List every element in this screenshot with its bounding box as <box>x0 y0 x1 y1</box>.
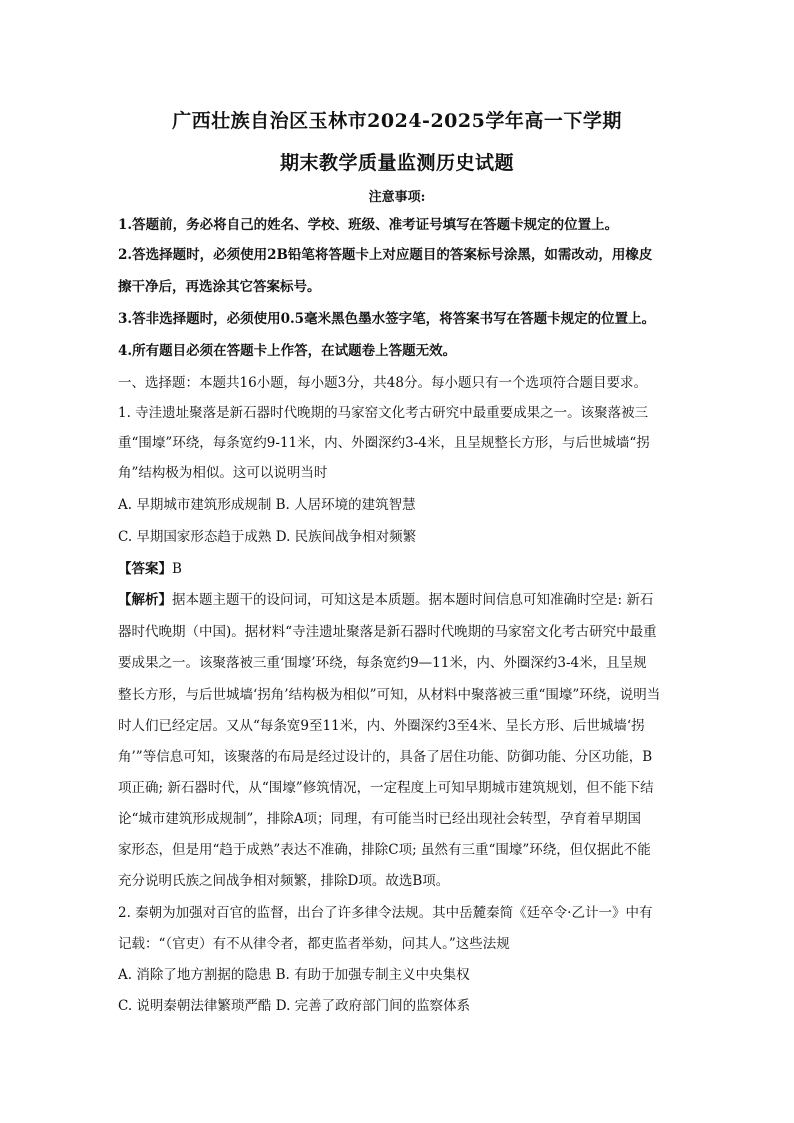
q1-answer <box>118 559 688 579</box>
section-heading: 一、选择题：本题共16小题，每小题3分，共48分。每小题只有一个选项符合题目要求。 <box>118 375 647 391</box>
q2-options-line2: C. 说明秦朝法律繁琐严酷 D. 完善了政府部门间的监察体系 <box>118 998 471 1014</box>
analysis-text: 据本题主题干的设问词，可知这是本质题。据本题时间信息可知准确时空是: 新石 <box>172 592 654 608</box>
notice-item-2: 2.答选择题时，必须使用2B铅笔将答题卡上对应题目的答案标号涂黑，如需改动，用橡皮 <box>118 247 653 263</box>
notice-item-3: 3.答非选择题时，必须使用0.5毫米黑色墨水签字笔，将答案书写在答题卡规定的位置上。 <box>118 311 656 327</box>
answer-value: B <box>172 561 182 577</box>
q2-options-line1: A. 消除了地方割据的隐患 B. 有助于加强专制主义中央集权 <box>118 967 470 983</box>
q2-stem-line1: 2. 秦朝为加强对百官的监督，出台了许多律令法规。其中岳麓秦简《廷卒令·乙计一》中有 <box>118 905 653 921</box>
analysis-label: 【解析】 <box>118 592 172 608</box>
q1-analysis-line4: 整长方形，与后世城墙‘拐角’结构极为相似”可知，从材料中聚落被三重“围壕”环绕，说明当 <box>118 687 661 703</box>
q2-stem-line2: 记载：“（官吏）有不从律令者，都吏监者举劾，问其人。”这些法规 <box>118 936 510 952</box>
q1-analysis-line6: 角’”等信息可知，该聚落的布局是经过设计的，具备了居住功能、防御功能、分区功能，B <box>118 749 653 765</box>
q1-analysis-line7: 项正确; 新石器时代，从“围壕”修筑情况，一定程度上可知早期城市建筑规划，但不能下结 <box>118 780 654 796</box>
notice-item-4: 4.所有题目必须在答题卡上作答，在试题卷上答题无效。 <box>118 343 457 359</box>
q1-options-line1: A. 早期城市建筑形成规制 B. 人居环境的建筑智慧 <box>118 497 416 513</box>
q1-stem-line2: 重“围壕”环绕，每条宽约9-11米，内、外圈深约3-4米，且呈规整长方形，与后世城墙“拐 <box>118 435 650 451</box>
q1-analysis-line2: 器时代晚期（中国)。据材料“寺洼遗址聚落是新石器时代晚期的马家窑文化考古研究中最重 <box>118 624 657 640</box>
q1-analysis-line9: 家形态，但是用“趋于成熟”表达不准确，排除C项; 虽然有三重“围壕”环绕，但仅据此不能 <box>118 842 651 858</box>
q1-analysis-line1 <box>118 590 688 610</box>
q1-analysis-line8: 论“城市建筑形成规制”，排除A项；同理，有可能当时已经出现社会转型，孕育着早期国 <box>118 811 642 827</box>
q1-options-line2: C. 早期国家形态趋于成熟 D. 民族间战争相对频繁 <box>118 529 417 545</box>
notice-heading: 注意事项: <box>368 190 426 205</box>
q1-analysis-line10: 充分说明氏族之间战争相对频繁，排除D项。故选B项。 <box>118 873 450 889</box>
q1-analysis-line5: 时人们已经定居。又从“每条宽9至11米，内、外圈深约3至4米、呈长方形、后世城墙‘拐 <box>118 718 645 734</box>
q1-stem-line3: 角”结构极为相似。这可以说明当时 <box>118 465 328 481</box>
notice-item-2-cont: 擦干净后，再选涂其它答案标号。 <box>118 279 321 295</box>
q1-stem-line1: 1. 寺洼遗址聚落是新石器时代晚期的马家窑文化考古研究中最重要成果之一。该聚落被三 <box>118 405 649 421</box>
notice-item-1: 1.答题前，务必将自己的姓名、学校、班级、准考证号填写在答题卡规定的位置上。 <box>118 217 619 233</box>
answer-label: 【答案】 <box>118 561 172 577</box>
page-title-line2: 期末教学质量监测历史试题 <box>279 152 514 174</box>
page-title-line1: 广西壮族自治区玉林市2024-2025学年高一下学期 <box>172 110 622 132</box>
q1-analysis-line3: 要成果之一。该聚落被三重‘围壕’环绕，每条宽约9—11米，内、外圈深约3-4米，且呈规 <box>118 655 647 671</box>
